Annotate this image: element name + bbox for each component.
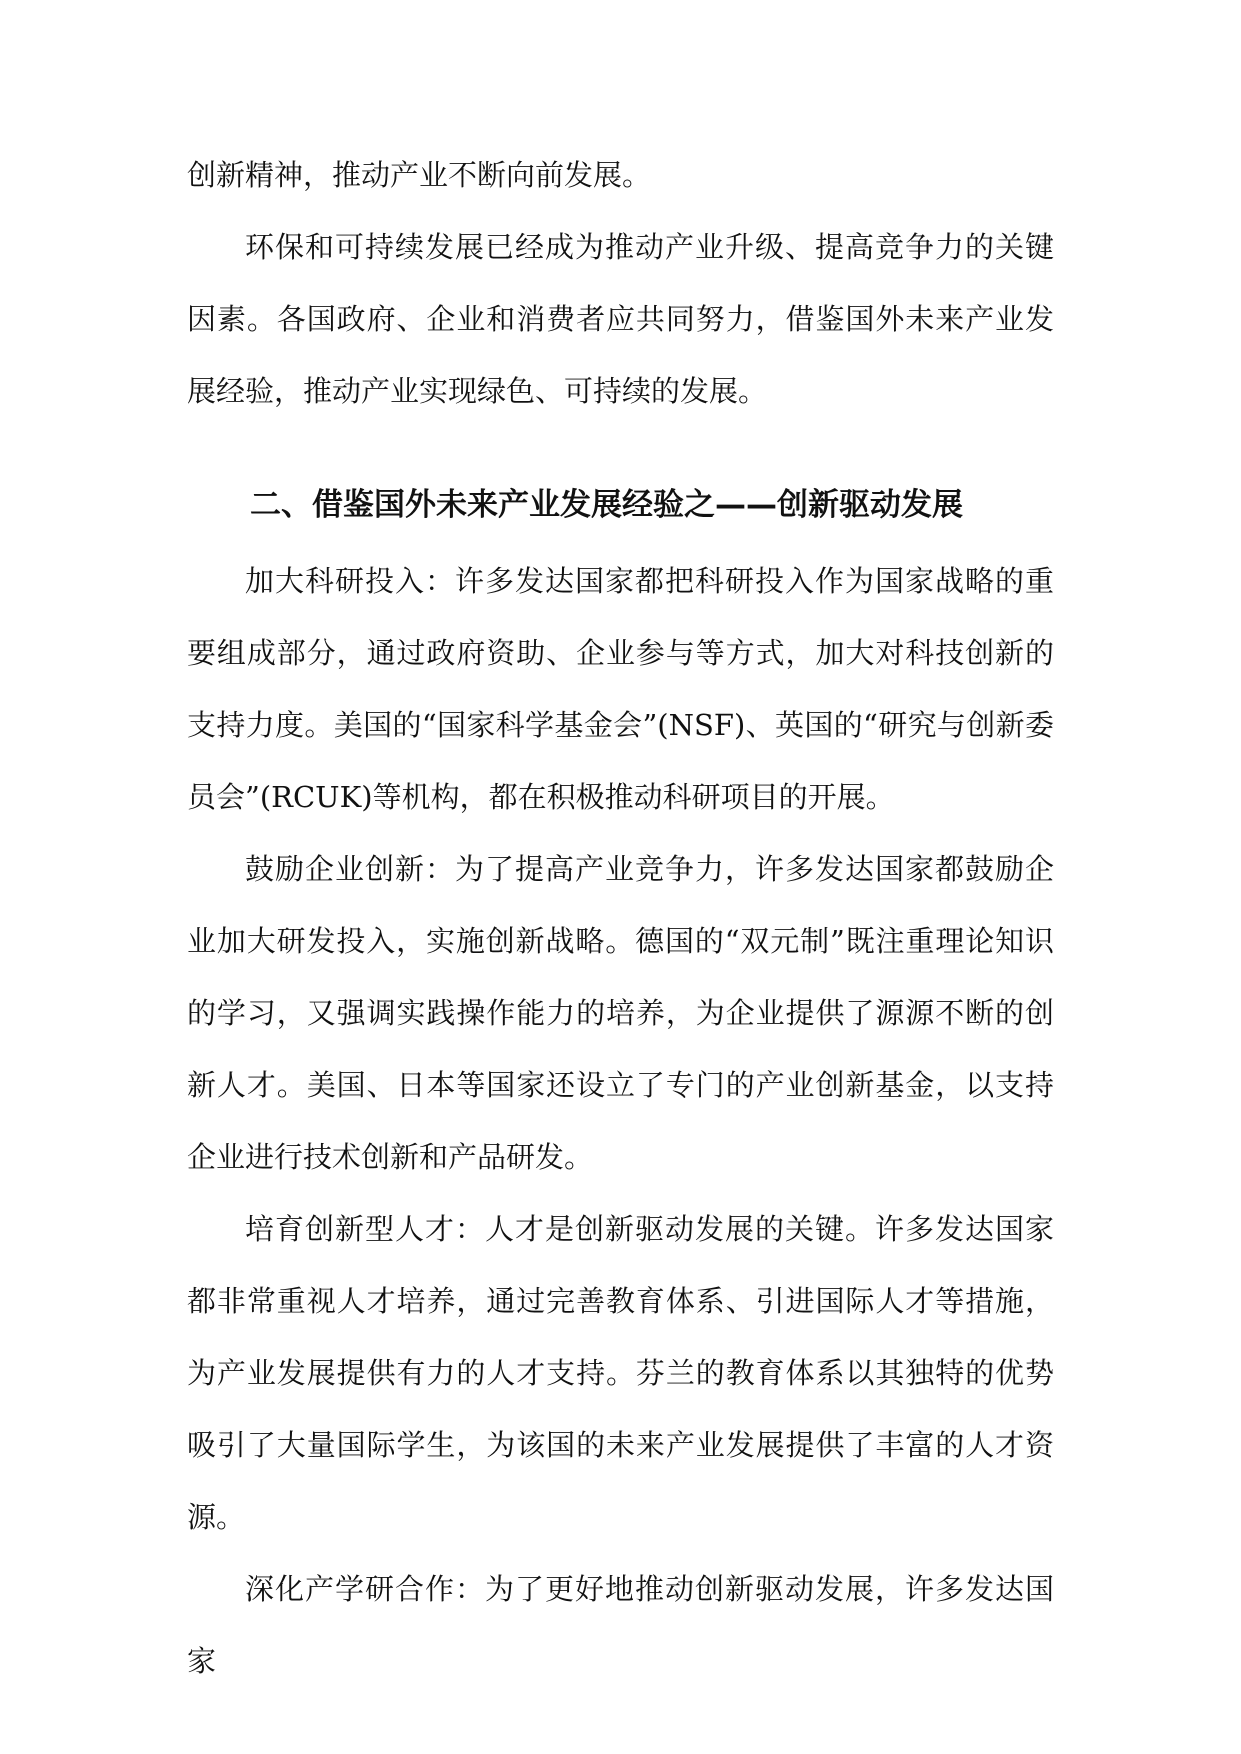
paragraph-continued: 创新精神，推动产业不断向前发展。 [187,158,652,192]
paragraph-cooperation: 深化产学研合作：为了更好地推动创新驱动发展，许多发达国家 [187,1572,1054,1678]
paragraph-research: 加大科研投入：许多发达国家都把科研投入作为国家战略的重要组成部分，通过政府资助、企业参与等方式，加大对科技创新的支持力度。美国的“国家科学基金会”(NSF)、英国的“研究与创新委员会”(RCUK)等机构，都在积极推动科研项目的开展。 [187,564,1054,814]
paragraph-enterprise: 鼓励企业创新：为了提高产业竞争力，许多发达国家都鼓励企业加大研发投入，实施创新战略。德国的“双元制”既注重理论知识的学习，又强调实践操作能力的培养，为企业提供了源源不断的创新人才。美国、日本等国家还设立了专门的产业创新基金，以支持企业进行技术创新和产品研发。 [187,852,1054,1174]
paragraph-talent: 培育创新型人才：人才是创新驱动发展的关键。许多发达国家都非常重视人才培养，通过完善教育体系、引进国际人才等措施，为产业发展提供有力的人才支持。芬兰的教育体系以其独特的优势吸引了大量国际学生，为该国的未来产业发展提供了丰富的人才资源。 [187,1212,1054,1534]
section-heading: 二、借鉴国外未来产业发展经验之——创新驱动发展 [250,487,963,523]
section-body [187,545,1054,1697]
paragraph-environment: 环保和可持续发展已经成为推动产业升级、提高竞争力的关键因素。各国政府、企业和消费者应共同努力，借鉴国外未来产业发展经验，推动产业实现绿色、可持续的发展。 [187,230,1054,408]
intro-text-block [187,139,1054,427]
